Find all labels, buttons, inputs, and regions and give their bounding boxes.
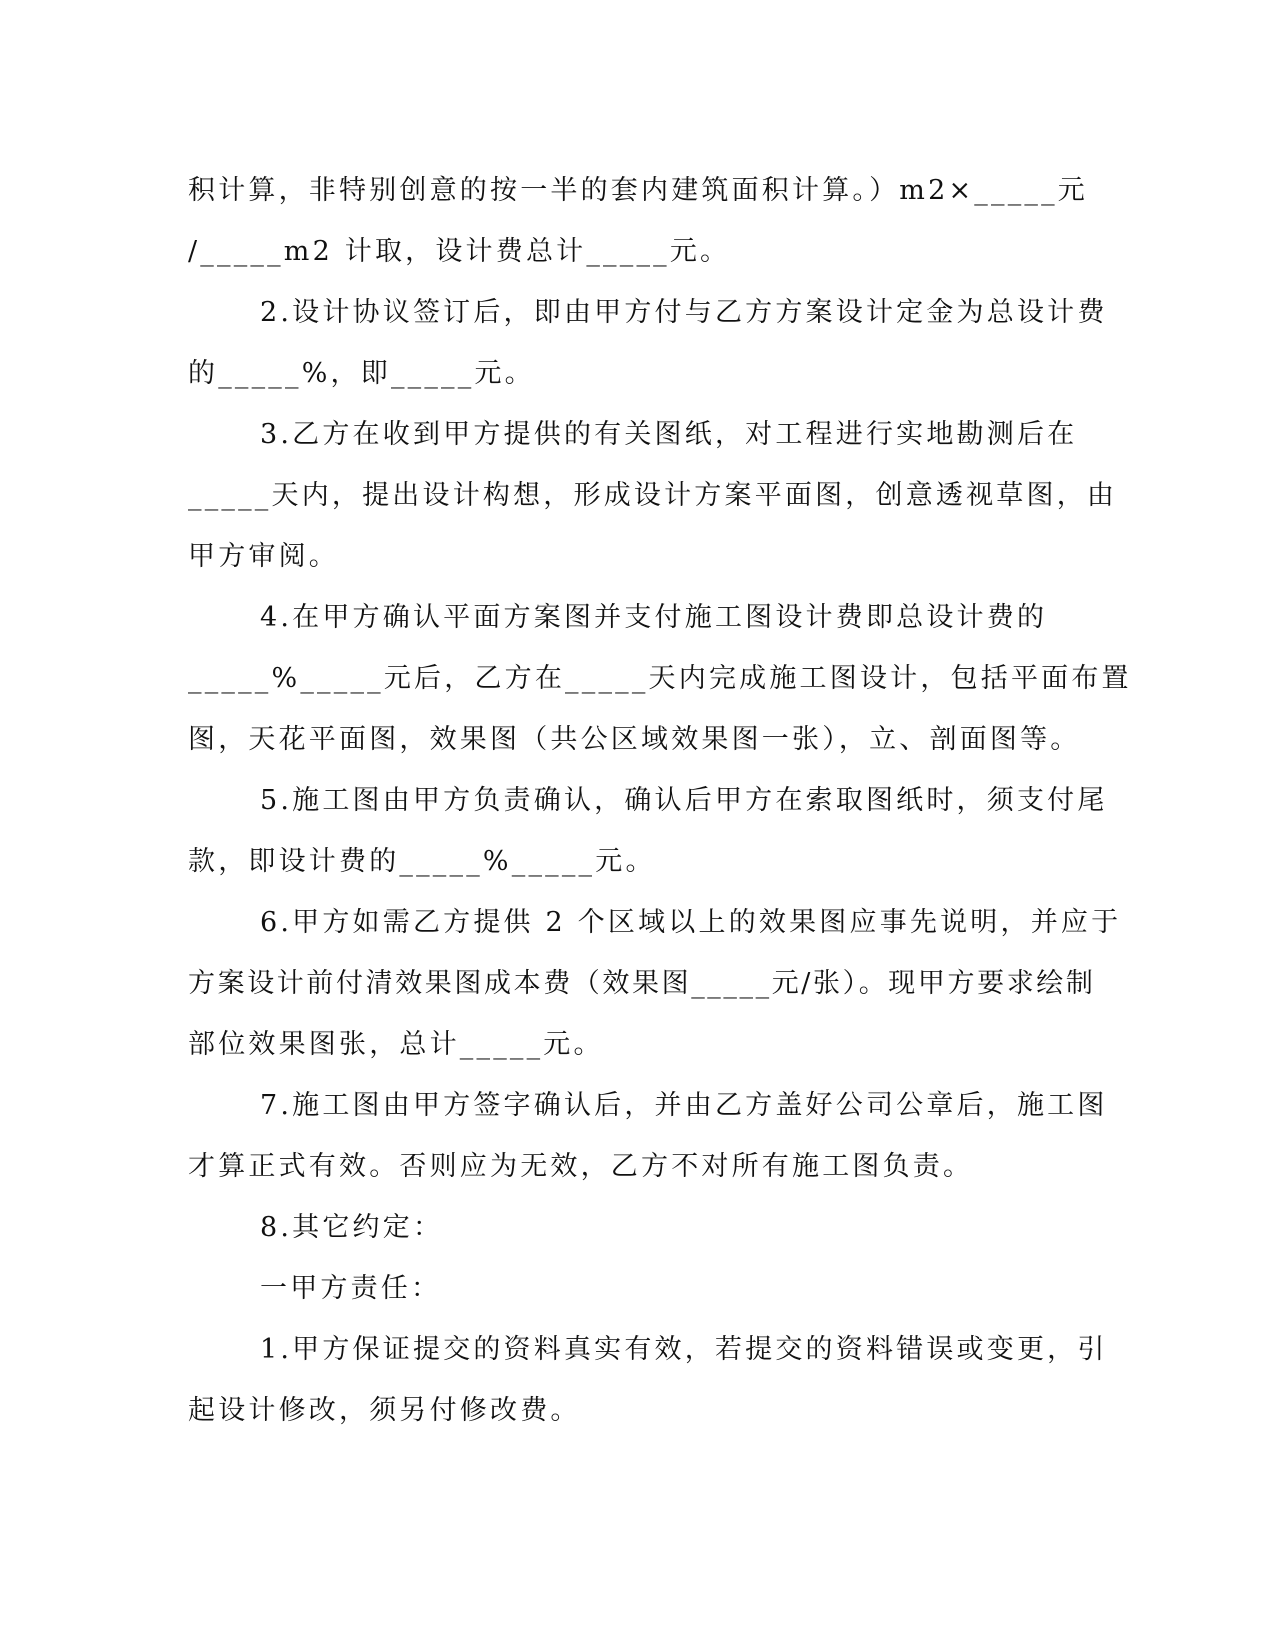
clause-6-line-2: 方案设计前付清效果图成本费（效果图_____元/张）。现甲方要求绘制 [188, 968, 1096, 999]
party-a-item-1-line-2: 起设计修改，须另付修改费。 [188, 1395, 581, 1426]
clause-2-line-2: 的_____%，即_____元。 [188, 358, 535, 389]
clause-3-line-3: 甲方审阅。 [188, 541, 339, 572]
clause-4-line-1: 4.在甲方确认平面方案图并支付施工图设计费即总设计费的 [260, 602, 1048, 633]
clause-5-line-1: 5.施工图由甲方负责确认，确认后甲方在索取图纸时，须支付尾 [260, 785, 1108, 816]
clause-2-line-1: 2.设计协议签订后，即由甲方付与乙方方案设计定金为总设计费 [260, 297, 1108, 328]
clause-4-line-2: _____%_____元后，乙方在_____天内完成施工图设计，包括平面布置 [188, 663, 1132, 694]
clause-5-line-2: 款，即设计费的_____%_____元。 [188, 846, 656, 877]
document-body [188, 160, 1132, 1441]
clause-3-line-2: _____天内，提出设计构想，形成设计方案平面图，创意透视草图，由 [188, 480, 1118, 511]
text-line-2: /_____m2 计取，设计费总计_____元。 [188, 236, 731, 267]
clause-6-line-1: 6.甲方如需乙方提供 2 个区域以上的效果图应事先说明，并应于 [260, 907, 1122, 938]
text-line-1: 积计算，非特别创意的按一半的套内建筑面积计算。）m2×_____元 [188, 175, 1089, 206]
party-a-responsibility-heading: 一甲方责任： [260, 1273, 442, 1304]
clause-7-line-1: 7.施工图由甲方签字确认后，并由乙方盖好公司公章后，施工图 [260, 1090, 1108, 1121]
clause-4-line-3: 图，天花平面图，效果图（共公区域效果图一张），立、剖面图等。 [188, 724, 1081, 755]
clause-6-line-3: 部位效果图张，总计_____元。 [188, 1029, 604, 1060]
clause-3-line-1: 3.乙方在收到甲方提供的有关图纸，对工程进行实地勘测后在 [260, 419, 1078, 450]
clause-7-line-2: 才算正式有效。否则应为无效，乙方不对所有施工图负责。 [188, 1151, 974, 1182]
clause-8-heading: 8.其它约定： [260, 1212, 444, 1243]
party-a-item-1-line-1: 1.甲方保证提交的资料真实有效，若提交的资料错误或变更，引 [260, 1334, 1108, 1365]
